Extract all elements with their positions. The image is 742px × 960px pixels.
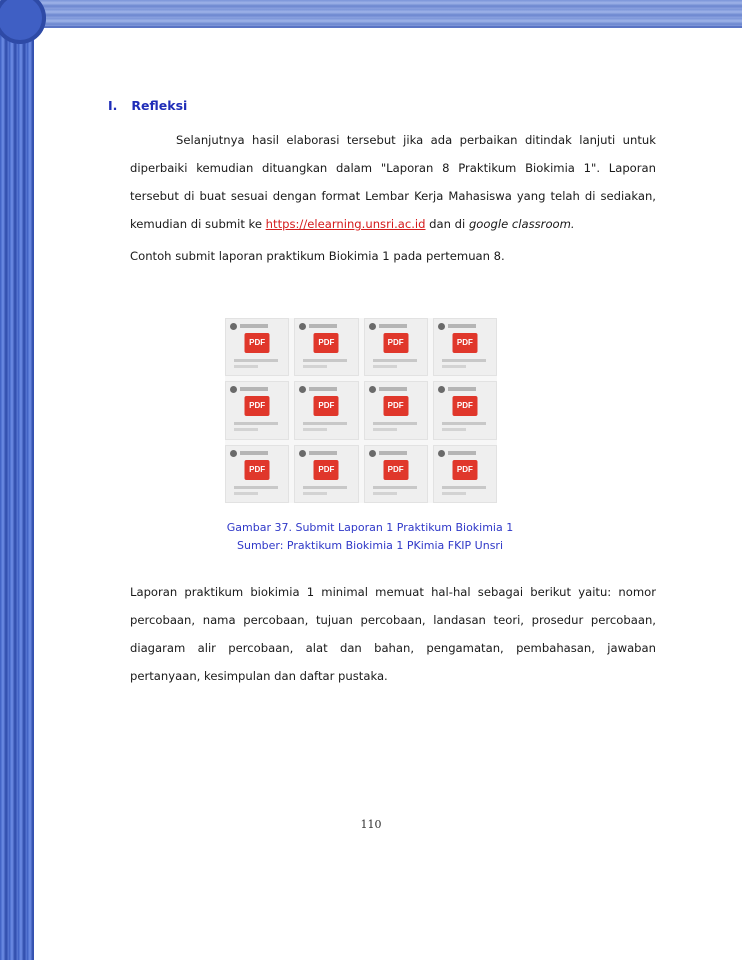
pdf-icon: PDF (383, 333, 408, 353)
file-tile (433, 381, 497, 439)
file-tile (294, 445, 358, 503)
file-tile (225, 445, 289, 503)
pdf-icon: PDF (452, 460, 477, 480)
user-icon (230, 323, 237, 330)
pdf-icon: PDF (452, 396, 477, 416)
file-tile (364, 445, 428, 503)
section-title: Refleksi (131, 98, 188, 113)
page-number: 110 (360, 818, 382, 831)
file-tile (225, 318, 289, 376)
left-decorative-bar (0, 0, 34, 960)
pdf-icon: PDF (245, 333, 270, 353)
user-icon (230, 450, 237, 457)
file-tile (294, 318, 358, 376)
user-icon (369, 386, 376, 393)
paragraph-text-1: Selanjutnya hasil elaborasi tersebut jika ada perbaikan ditindak lanjuti untuk diperbaiki kemudian dituangkan dalam "Laporan 8 Praktikum Biokimia 1". Laporan tersebut di buat sesuai dengan format Lembar Kerja Mahasiswa yang telah di sediakan, kemudian di submit ke (130, 133, 656, 231)
user-icon (438, 323, 445, 330)
file-tile (364, 318, 428, 376)
user-icon (438, 386, 445, 393)
file-tile (225, 381, 289, 439)
pdf-icon: PDF (383, 460, 408, 480)
user-icon (438, 450, 445, 457)
pdf-icon: PDF (314, 333, 339, 353)
user-icon (230, 386, 237, 393)
figure-caption (160, 519, 580, 555)
user-icon (369, 323, 376, 330)
submission-figure (225, 318, 497, 503)
file-tile (364, 381, 428, 439)
paragraph-text-2: dan di (425, 217, 469, 231)
file-tile (433, 318, 497, 376)
paragraph-example: Contoh submit laporan praktikum Biokimia 1 pada pertemuan 8. (130, 249, 505, 263)
section-number: I. (108, 98, 118, 113)
caption-source: Sumber: Praktikum Biokimia 1 PKimia FKIP Unsri (236, 539, 504, 552)
file-tile (294, 381, 358, 439)
pdf-icon: PDF (383, 396, 408, 416)
document-body (108, 92, 656, 270)
paragraph-elaboration (130, 126, 656, 238)
pdf-icon: PDF (452, 333, 477, 353)
pdf-icon: PDF (314, 396, 339, 416)
user-icon (299, 386, 306, 393)
top-decorative-bar (0, 0, 742, 28)
google-classroom-text: google classroom. (468, 217, 575, 231)
pdf-icon: PDF (314, 460, 339, 480)
pdf-icon: PDF (245, 396, 270, 416)
user-icon (299, 450, 306, 457)
file-tile (433, 445, 497, 503)
paragraph-report-contents: Laporan praktikum biokimia 1 minimal memuat hal-hal sebagai berikut yaitu: nomor percobaan, nama percobaan, tujuan percobaan, landasan teori, prosedur percobaan, diagaram alir percobaan, alat dan bahan, pengamatan, pembahasan, jawaban pertanyaan, kesimpulan dan daftar pustaka. (130, 585, 656, 683)
user-icon (299, 323, 306, 330)
user-icon (369, 450, 376, 457)
pdf-icon: PDF (245, 460, 270, 480)
caption-title: Gambar 37. Submit Laporan 1 Praktikum Biokimia 1 (226, 521, 514, 534)
elearning-link[interactable]: https://elearning.unsri.ac.id (265, 217, 426, 231)
section-heading (108, 92, 656, 120)
corner-ornament (0, 0, 46, 44)
